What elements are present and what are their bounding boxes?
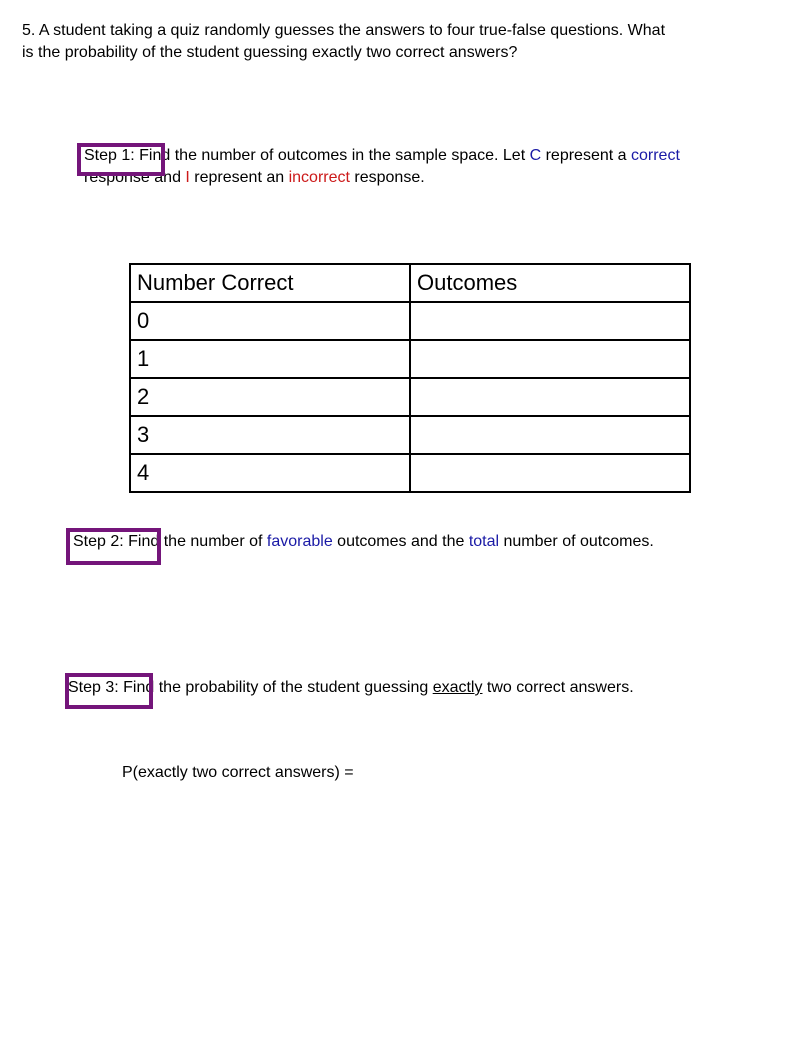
header-outcomes: Outcomes bbox=[410, 264, 690, 302]
table-row bbox=[130, 302, 690, 340]
outcomes-cell[interactable] bbox=[410, 378, 690, 416]
question-line-1: 5. A student taking a quiz randomly guesses the answers to four true-false questions. What bbox=[22, 22, 666, 39]
answer-prompt: P(exactly two correct answers) = bbox=[122, 764, 354, 781]
number-correct-cell: 2 bbox=[130, 378, 410, 416]
step1-line-1: Step 1: Find the number of outcomes in the sample space. Let C represent a correct bbox=[84, 147, 680, 164]
number-correct-cell: 0 bbox=[130, 302, 410, 340]
step2-highlight-box bbox=[66, 528, 161, 565]
step3-text: Step 3: Find the probability of the student guessing exactly two correct answers. bbox=[68, 679, 634, 696]
step2-text: Step 2: Find the number of favorable outcomes and the total number of outcomes. bbox=[73, 533, 654, 550]
number-correct-cell: 4 bbox=[130, 454, 410, 492]
table-row bbox=[130, 378, 690, 416]
step1-line-2: response and I represent an incorrect response. bbox=[84, 169, 425, 186]
step3-highlight-box bbox=[65, 673, 153, 709]
table-header-row bbox=[130, 264, 690, 302]
outcomes-table bbox=[129, 263, 691, 493]
table-row bbox=[130, 340, 690, 378]
table-row bbox=[130, 454, 690, 492]
number-correct-cell: 3 bbox=[130, 416, 410, 454]
outcomes-cell[interactable] bbox=[410, 416, 690, 454]
table-row bbox=[130, 416, 690, 454]
number-correct-cell: 1 bbox=[130, 340, 410, 378]
outcomes-cell[interactable] bbox=[410, 454, 690, 492]
step1-highlight-box bbox=[77, 143, 165, 176]
question-line-2: is the probability of the student guessing exactly two correct answers? bbox=[22, 44, 518, 61]
outcomes-cell[interactable] bbox=[410, 302, 690, 340]
header-number-correct: Number Correct bbox=[130, 264, 410, 302]
outcomes-cell[interactable] bbox=[410, 340, 690, 378]
